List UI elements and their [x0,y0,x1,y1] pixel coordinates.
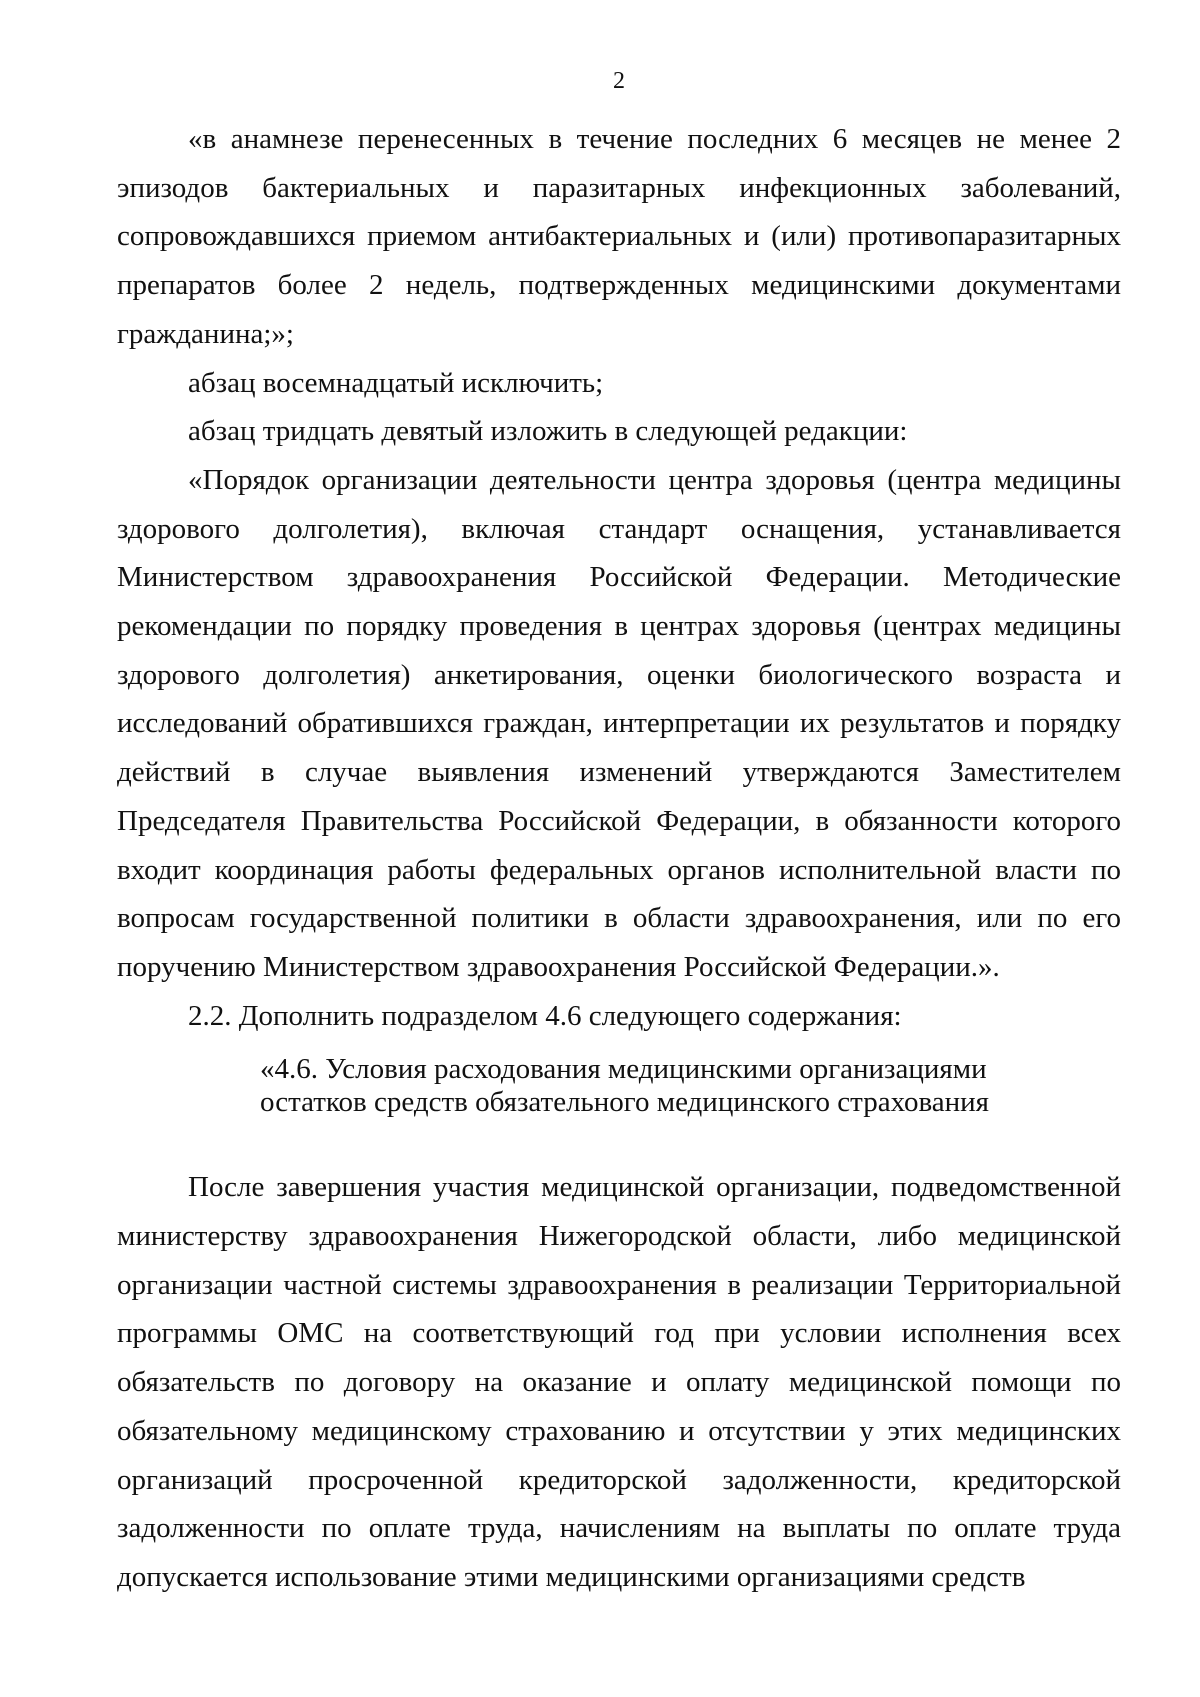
paragraph-anamnesis-quote: «в анамнезе перенесенных в течение последних 6 месяцев не менее 2 эпизодов бактериальных и паразитарных инфекционных заболеваний, сопровождавшихся приемом антибактериальных и (или) противопаразитарных препаратов более 2 недель, подтвержденных медицинскими документами гражданина;»; [117,123,1121,350]
section-heading-line-1: «4.6. Условия расходования медицинскими организациями [260,1053,987,1086]
document-body [117,115,1121,1602]
spacer [117,1119,1121,1163]
section-heading-4-6 [117,1053,1121,1119]
paragraph-oms-remaining-funds: После завершения участия медицинской организации, подведомственной министерству здравоохранения Нижегородской области, либо медицинской организации частной системы здравоохранения в реализации Территориальной программы ОМС на соответствующий год при условии исполнения всех обязательств по договору на оказание и оплату медицинской помощи по обязательному медицинскому страхованию и отсутствии у этих медицинских организаций просроченной кредиторской задолженности, кредиторской задолженности по оплате труда, начислениям на выплаты по оплате труда допускается использование этими медицинскими организациями средств [117,1171,1121,1593]
paragraph-clause-2-2: 2.2. Дополнить подразделом 4.6 следующего содержания: [188,999,902,1032]
page-number: 2 [613,68,625,94]
section-heading-line-2: остатков средств обязательного медицинского страхования [260,1086,990,1119]
paragraph-amend-39: абзац тридцать девятый изложить в следующей редакции: [188,415,908,448]
paragraph-exclude-18: абзац восемнадцатый исключить; [188,366,604,399]
paragraph-health-center-order: «Порядок организации деятельности центра здоровья (центра медицины здорового долголетия), включая стандарт оснащения, устанавливается Министерством здравоохранения Российской Федерации. Методические рекомендации по порядку проведения в центрах здоровья (центрах медицины здорового долголетия) анкетирования, оценки биологического возраста и исследований обратившихся граждан, интерпретации их результатов и порядку действий в случае выявления изменений утверждаются Заместителем Председателя Правительства Российской Федерации, в обязанности которого входит координация работы федеральных органов исполнительной власти по вопросам государственной политики в области здравоохранения, или по его поручению Министерством здравоохранения Российской Федерации.». [117,463,1121,983]
